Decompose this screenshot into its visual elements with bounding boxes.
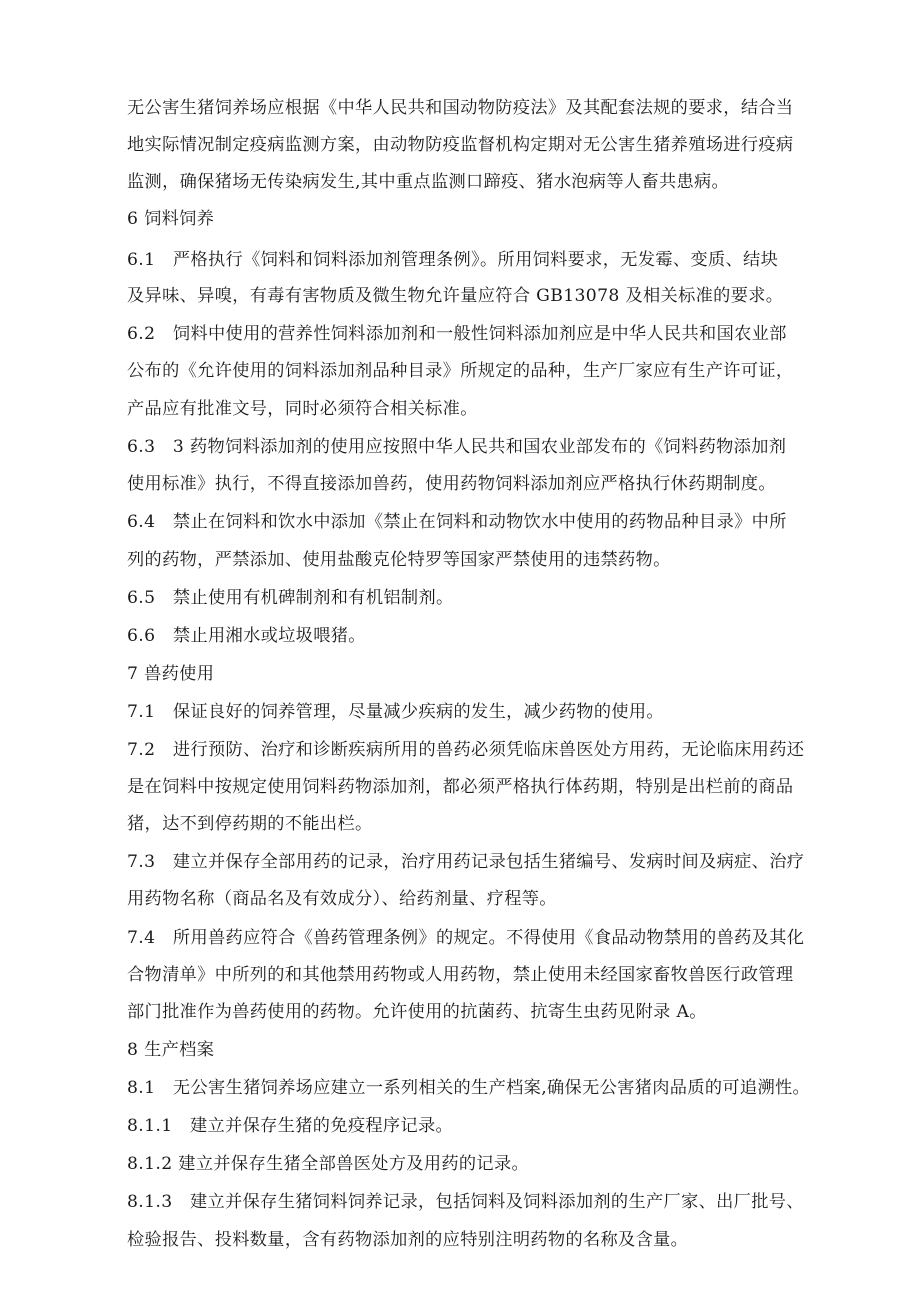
text-line-02: 地实际情况制定疫病监测方案，由动物防疫监督机构定期对无公害生猪养殖场进行疫病 (127, 135, 794, 155)
text-line-05: 6.1 严格执行《饲料和饲料添加剂管理条例》。所用饲料要求，无发霉、变质、结块 (127, 250, 779, 270)
text-line-01: 无公害生猪饲养场应根据《中华人民共和国动物防疫法》及其配套法规的要求，结合当 (127, 98, 794, 118)
text-line-19: 是在饲料中按规定使用饲料药物添加剂，都必须严格执行体药期，特别是出栏前的商品 (127, 777, 794, 797)
text-line-14: 6.5 禁止使用有机碑制剂和有机铝制剂。 (127, 588, 454, 608)
text-line-20: 猪，达不到停药期的不能出栏。 (127, 814, 373, 834)
section-heading-7: 7 兽药使用 (127, 664, 215, 684)
section-heading-8: 8 生产档案 (127, 1040, 215, 1060)
text-line-08: 公布的《允许使用的饲料添加剂品种目录》所规定的品种，生产厂家应有生产许可证， (127, 361, 794, 381)
text-line-30: 8.1.3 建立并保存生猪饲料饲养记录，包括饲料及饲料添加剂的生产厂家、出厂批号、 (127, 1192, 804, 1212)
section-heading-6: 6 饲料饲养 (127, 209, 215, 229)
text-line-27: 8.1 无公害生猪饲养场应建立一系列相关的生产档案,确保无公害猪肉品质的可追溯性。 (127, 1078, 811, 1098)
text-line-22: 用药物名称（商品名及有效成分）、给药剂量、疗程等。 (127, 889, 557, 909)
text-line-06: 及异味、异嗅，有毒有害物质及微生物允许量应符合 GB13078 及相关标准的要求。 (127, 286, 784, 306)
text-line-13: 列的药物，严禁添加、使用盐酸克伦特罗等国家严禁使用的违禁药物。 (127, 550, 671, 570)
text-line-10: 6.3 3 药物饲料添加剂的使用应按照中华人民共和国农业部发布的《饲料药物添加剂 (127, 437, 787, 457)
text-line-11: 使用标准》执行，不得直接添加兽药，使用药物饲料添加剂应严格执行休药期制度。 (127, 474, 776, 494)
text-line-15: 6.6 禁止用湘水或垃圾喂猪。 (127, 626, 366, 646)
text-line-07: 6.2 饲料中使用的营养性饲料添加剂和一般性饲料添加剂应是中华人民共和国农业部 (127, 324, 787, 344)
text-line-31: 检验报告、投料数量，含有药物添加剂的应特别注明药物的名称及含量。 (127, 1230, 689, 1250)
text-line-09: 产品应有批准文号，同时必须符合相关标准。 (127, 399, 478, 419)
text-line-29: 8.1.2 建立并保存生猪全部兽医处方及用药的记录。 (127, 1154, 530, 1174)
text-line-17: 7.1 保证良好的饲养管理，尽量减少疾病的发生，减少药物的使用。 (127, 702, 664, 722)
text-line-28: 8.1.1 建立并保存生猪的免疫程序记录。 (127, 1116, 454, 1136)
text-line-24: 合物清单》中所列的和其他禁用药物或人用药物，禁止使用未经国家畜牧兽医行政管理 (127, 965, 794, 985)
text-line-03: 监测，确保猪场无传染病发生,其中重点监测口蹄疫、猪水泡病等人畜共患病。 (127, 172, 730, 192)
text-line-25: 部门批准作为兽药使用的药物。允许使用的抗菌药、抗寄生虫药见附录 A。 (127, 1002, 707, 1022)
text-line-12: 6.4 禁止在饲料和饮水中添加《禁止在饲料和动物饮水中使用的药物品种目录》中所 (127, 512, 787, 532)
text-line-23: 7.4 所用兽药应符合《兽药管理条例》的规定。不得使用《食品动物禁用的兽药及其化 (127, 928, 805, 948)
text-line-21: 7.3 建立并保存全部用药的记录，治疗用药记录包括生猪编号、发病时间及病症、治疗 (127, 852, 805, 872)
text-line-18: 7.2 进行预防、治疗和诊断疾病所用的兽药必须凭临床兽医处方用药，无论临床用药还 (127, 740, 805, 760)
